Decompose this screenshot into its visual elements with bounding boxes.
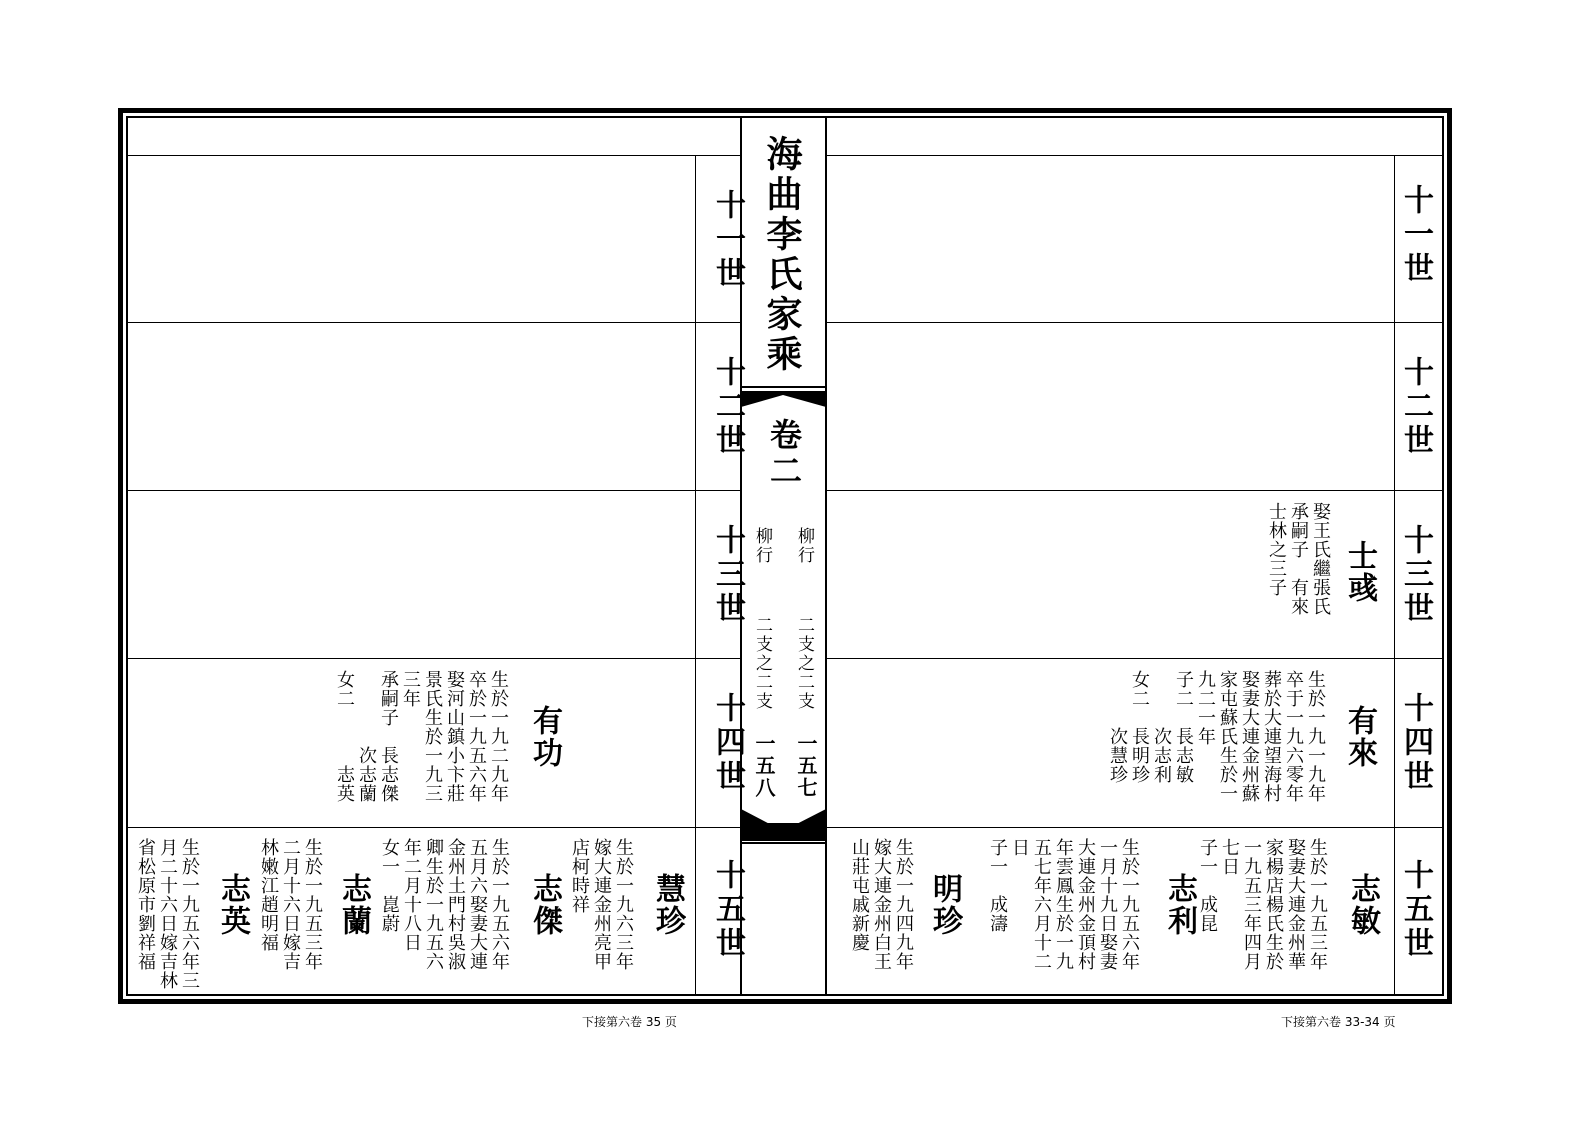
entry-lines-zhilan: 生於一九五三年 二月十六日嫁吉 林嫩江趙明福: [258, 838, 323, 971]
entry-lines-shiyu: 娶王氏繼張氏 承嗣子 有來 士林之三子: [1266, 502, 1331, 616]
left-gen-11: 十一世: [710, 189, 745, 291]
entry-name-zhijie: 志傑: [527, 873, 562, 937]
entry-lines-huizhen: 生於一九六三年 嫁大連金州亮甲 店柯時祥: [569, 838, 634, 971]
right-gen-11: 十一世: [1398, 184, 1433, 286]
spine-left-col-1: 柳行: [752, 527, 772, 565]
entry-name-zhiying: 志英: [215, 873, 250, 937]
right-row-line-4: [827, 827, 1442, 828]
entry-lines-yougong: 生於一九二九年 卒於一九五六年 娶河山鎮小卞莊 景氏生於一九三 三年 承嗣子 長志傑 次志蘭 女二 志英: [334, 670, 509, 803]
entry-lines-youlai: 生於一九一九年 卒于一九六零年 葬於大連望海村 娶妻大連金州蘇 家屯蘇氏生於一 九二一年 子二 長志敏 次志利 女二 長明珍 次慧珍: [1107, 670, 1326, 803]
entry-lines-mingzhen: 生於一九四九年 嫁大連金州白王 山莊屯戚新慶: [849, 838, 914, 971]
left-row-line-1: [128, 322, 741, 323]
spine-right-page-number: 一五七: [794, 733, 818, 799]
entry-name-shiyu: 士彧: [1342, 540, 1377, 604]
spine-left-col-2: 二支之二支: [752, 616, 772, 711]
entry-lines-zhiying: 生於一九五六年三 月二十六日嫁吉林 省松原市劉祥福: [135, 838, 200, 990]
entry-lines-zhimin: 生於一九五三年 娶妻大連金州華 家楊店楊氏生於 一九五三年四月 七日 子一 成昆: [1197, 838, 1328, 971]
right-row-line-3: [827, 658, 1442, 659]
right-gen-15: 十五世: [1398, 859, 1433, 961]
left-gen-14: 十四世: [710, 692, 745, 794]
entry-name-zhimin: 志敏: [1345, 873, 1380, 937]
entry-name-youlai: 有來: [1342, 705, 1377, 769]
entry-name-zhili: 志利: [1162, 873, 1197, 937]
left-header-line: [128, 155, 741, 156]
entry-lines-zhili: 生於一九五六年 一月十九日娶妻 大連金州金頂村 年雲鳳生於一九 五七年六月十二 日 子一 成濤: [987, 838, 1140, 971]
left-gen-column-line: [695, 155, 696, 994]
footer-right-continuation: 下接第六卷 33-34 页: [1281, 1015, 1396, 1029]
right-gen-14: 十四世: [1398, 692, 1433, 794]
entry-name-mingzhen: 明珍: [927, 873, 962, 937]
left-row-line-4: [128, 827, 741, 828]
volume-label: 卷二: [765, 418, 803, 490]
entry-name-zhilan: 志蘭: [336, 873, 371, 937]
right-gen-12: 十二世: [1398, 356, 1433, 458]
entry-lines-zhijie: 生於一九五六年 五月六娶妻大連 金州土門村吳淑 卿生於一九五六 年二月十八日 女一 崑蔚: [379, 838, 510, 971]
left-gen-15: 十五世: [710, 859, 745, 961]
right-row-line-1: [827, 322, 1442, 323]
left-row-line-3: [128, 658, 741, 659]
spine-left-page-number: 一五八: [752, 733, 776, 799]
left-gen-12: 十二世: [710, 356, 745, 458]
spine-right-col-1: 柳行: [794, 527, 814, 565]
book-title: 海曲李氏家乘: [761, 135, 803, 375]
spine-right-col-2: 二支之二支: [794, 616, 814, 711]
footer-left-continuation: 下接第六卷 35 页: [582, 1015, 677, 1029]
left-gen-13: 十三世: [710, 524, 745, 626]
right-row-line-2: [827, 490, 1442, 491]
left-row-line-2: [128, 490, 741, 491]
right-header-line: [827, 155, 1442, 156]
right-gen-13: 十三世: [1398, 524, 1433, 626]
entry-name-huizhen: 慧珍: [650, 873, 685, 937]
entry-name-yougong: 有功: [527, 705, 562, 769]
